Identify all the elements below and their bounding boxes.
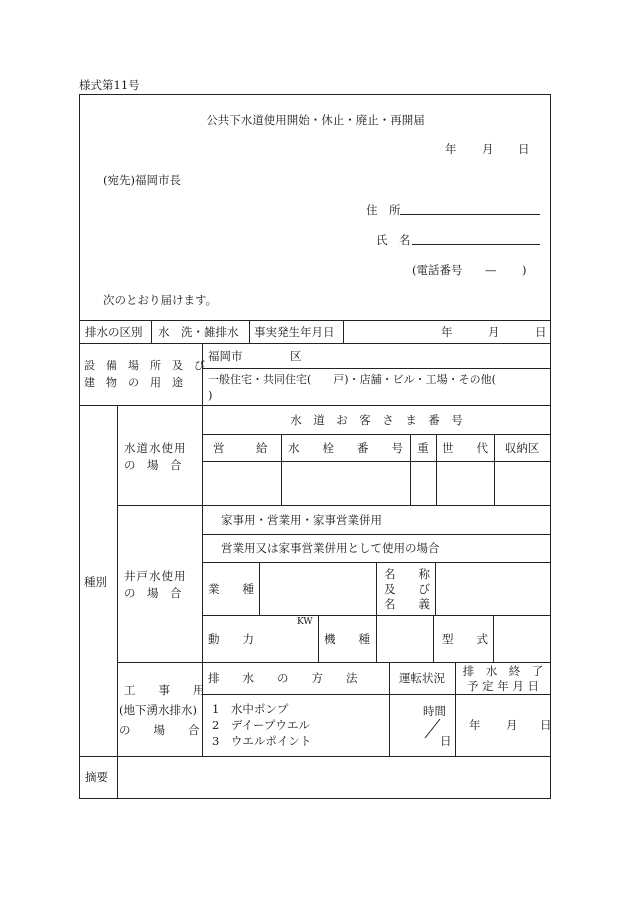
facility-city: 福岡市 xyxy=(208,349,243,363)
date-year-label: 年 xyxy=(445,142,457,156)
end-day-label: 日 xyxy=(540,718,552,732)
name-label-3: 名 義 xyxy=(384,597,430,611)
hours-label: 時間 xyxy=(423,704,446,718)
line-h-343 xyxy=(79,343,551,344)
line-h-662 xyxy=(117,662,551,663)
power-unit: KW xyxy=(297,617,313,627)
name-field-line[interactable] xyxy=(412,244,540,245)
days-label: 日 xyxy=(440,734,452,748)
water-supply-label-2: の 場 合 xyxy=(124,458,182,472)
name-label-1: 名 称 xyxy=(384,567,430,581)
line-v-433 xyxy=(433,615,434,662)
drain-type-label: 排水の区別 xyxy=(85,325,143,339)
address-label: 住 所 xyxy=(366,203,401,217)
facility-label-2: 建 物 の 用 途 xyxy=(84,376,183,389)
col-kyu: 給 xyxy=(256,441,268,455)
well-water-label-1: 井戸水使用 xyxy=(124,569,187,583)
frame-top xyxy=(79,94,551,95)
line-v-343 xyxy=(343,320,344,343)
well-water-label-2: の 場 合 xyxy=(124,586,182,600)
event-day-label: 日 xyxy=(535,325,547,339)
frame-bottom xyxy=(79,798,551,799)
frame-left xyxy=(79,94,80,799)
facility-label-1: 設 備 場 所 及 び xyxy=(84,359,205,372)
line-v-151 xyxy=(151,320,152,343)
line-v-249 xyxy=(249,320,250,343)
address-field-line[interactable] xyxy=(400,214,540,215)
end-year-label: 年 xyxy=(469,718,481,732)
col-storage-zone: 収納区 xyxy=(504,441,540,455)
col-faucet-number: 水 栓 番 号 xyxy=(288,441,403,455)
facility-uses-2: ) xyxy=(208,388,213,402)
end-month-label: 月 xyxy=(506,718,518,732)
machine-label: 機 種 xyxy=(324,632,370,646)
line-h-368 xyxy=(202,368,551,369)
line-v-318 xyxy=(318,615,319,662)
line-h-534 xyxy=(202,534,551,535)
construction-label-2: (地下湧水排水) xyxy=(119,703,197,717)
event-month-label: 月 xyxy=(488,325,500,339)
addressee: (宛先)福岡市長 xyxy=(103,173,181,187)
facility-uses-1[interactable]: 一般住宅・共同住宅( 戸)・店舗・ビル・工場・その他( xyxy=(208,373,496,386)
line-v-493 xyxy=(493,615,494,662)
line-h-505 xyxy=(117,505,551,506)
end-date-label-2: 予 定 年 月 日 xyxy=(466,679,540,693)
line-h-434 xyxy=(202,434,551,435)
drain-type-value[interactable]: 水 洗・雑排水 xyxy=(158,325,239,339)
date-month-label: 月 xyxy=(482,142,494,156)
water-supply-label-1: 水道水使用 xyxy=(124,441,187,455)
facility-ward: 区 xyxy=(290,349,302,363)
construction-label-1: 工 事 用 xyxy=(124,683,205,697)
method-option-1[interactable]: 1 水中ポンプ xyxy=(212,702,289,716)
model-label: 型 式 xyxy=(442,632,488,646)
method-option-3[interactable]: 3 ウエルポイント xyxy=(212,734,312,748)
form-number: 様式第11号 xyxy=(79,78,140,92)
well-business-case: 営業用又は家事営業併用として使用の場合 xyxy=(221,541,440,555)
remarks-field[interactable] xyxy=(118,757,550,798)
name-label-2: 及 び xyxy=(384,582,430,596)
phone-label: (電話番号 xyxy=(412,263,463,277)
phone-close: ) xyxy=(522,263,527,277)
date-day-label: 日 xyxy=(518,142,530,156)
phone-dash: — xyxy=(485,263,497,277)
power-label: 動 力 xyxy=(208,632,254,646)
customer-number-header: 水 道 お 客 さ ま 番 号 xyxy=(290,413,463,427)
category-label: 種別 xyxy=(84,575,107,589)
remarks-label: 摘要 xyxy=(85,770,108,784)
line-h-405 xyxy=(79,405,551,406)
col-ei: 営 xyxy=(213,441,225,455)
line-v-376b xyxy=(376,615,377,662)
line-h-694 xyxy=(202,694,551,695)
form-title: 公共下水道使用開始・休止・廃止・再開届 xyxy=(206,113,425,127)
line-v-117 xyxy=(117,405,118,798)
business-type-label: 業 種 xyxy=(208,582,254,596)
method-option-2[interactable]: 2 デイープウエル xyxy=(212,718,310,732)
end-date-label-1: 排 水 終 了 xyxy=(462,664,544,678)
line-v-259 xyxy=(259,562,260,615)
name-label: 氏 名 xyxy=(376,233,411,247)
col-generation: 世 代 xyxy=(442,441,488,455)
drain-method-label: 排 水 の 方 法 xyxy=(208,671,358,685)
intro-text: 次のとおり届けます。 xyxy=(103,293,218,307)
event-date-label: 事実発生年月日 xyxy=(254,325,335,339)
col-ju: 重 xyxy=(417,441,429,455)
line-h-320 xyxy=(79,320,551,321)
operation-status-label: 運転状況 xyxy=(399,671,445,685)
event-year-label: 年 xyxy=(441,325,453,339)
well-usage-type[interactable]: 家事用・営業用・家事営業併用 xyxy=(221,513,382,527)
line-v-435 xyxy=(435,562,436,615)
line-h-461 xyxy=(202,461,551,462)
construction-label-3: の 場 合 xyxy=(119,723,200,737)
line-v-376a xyxy=(376,562,377,615)
